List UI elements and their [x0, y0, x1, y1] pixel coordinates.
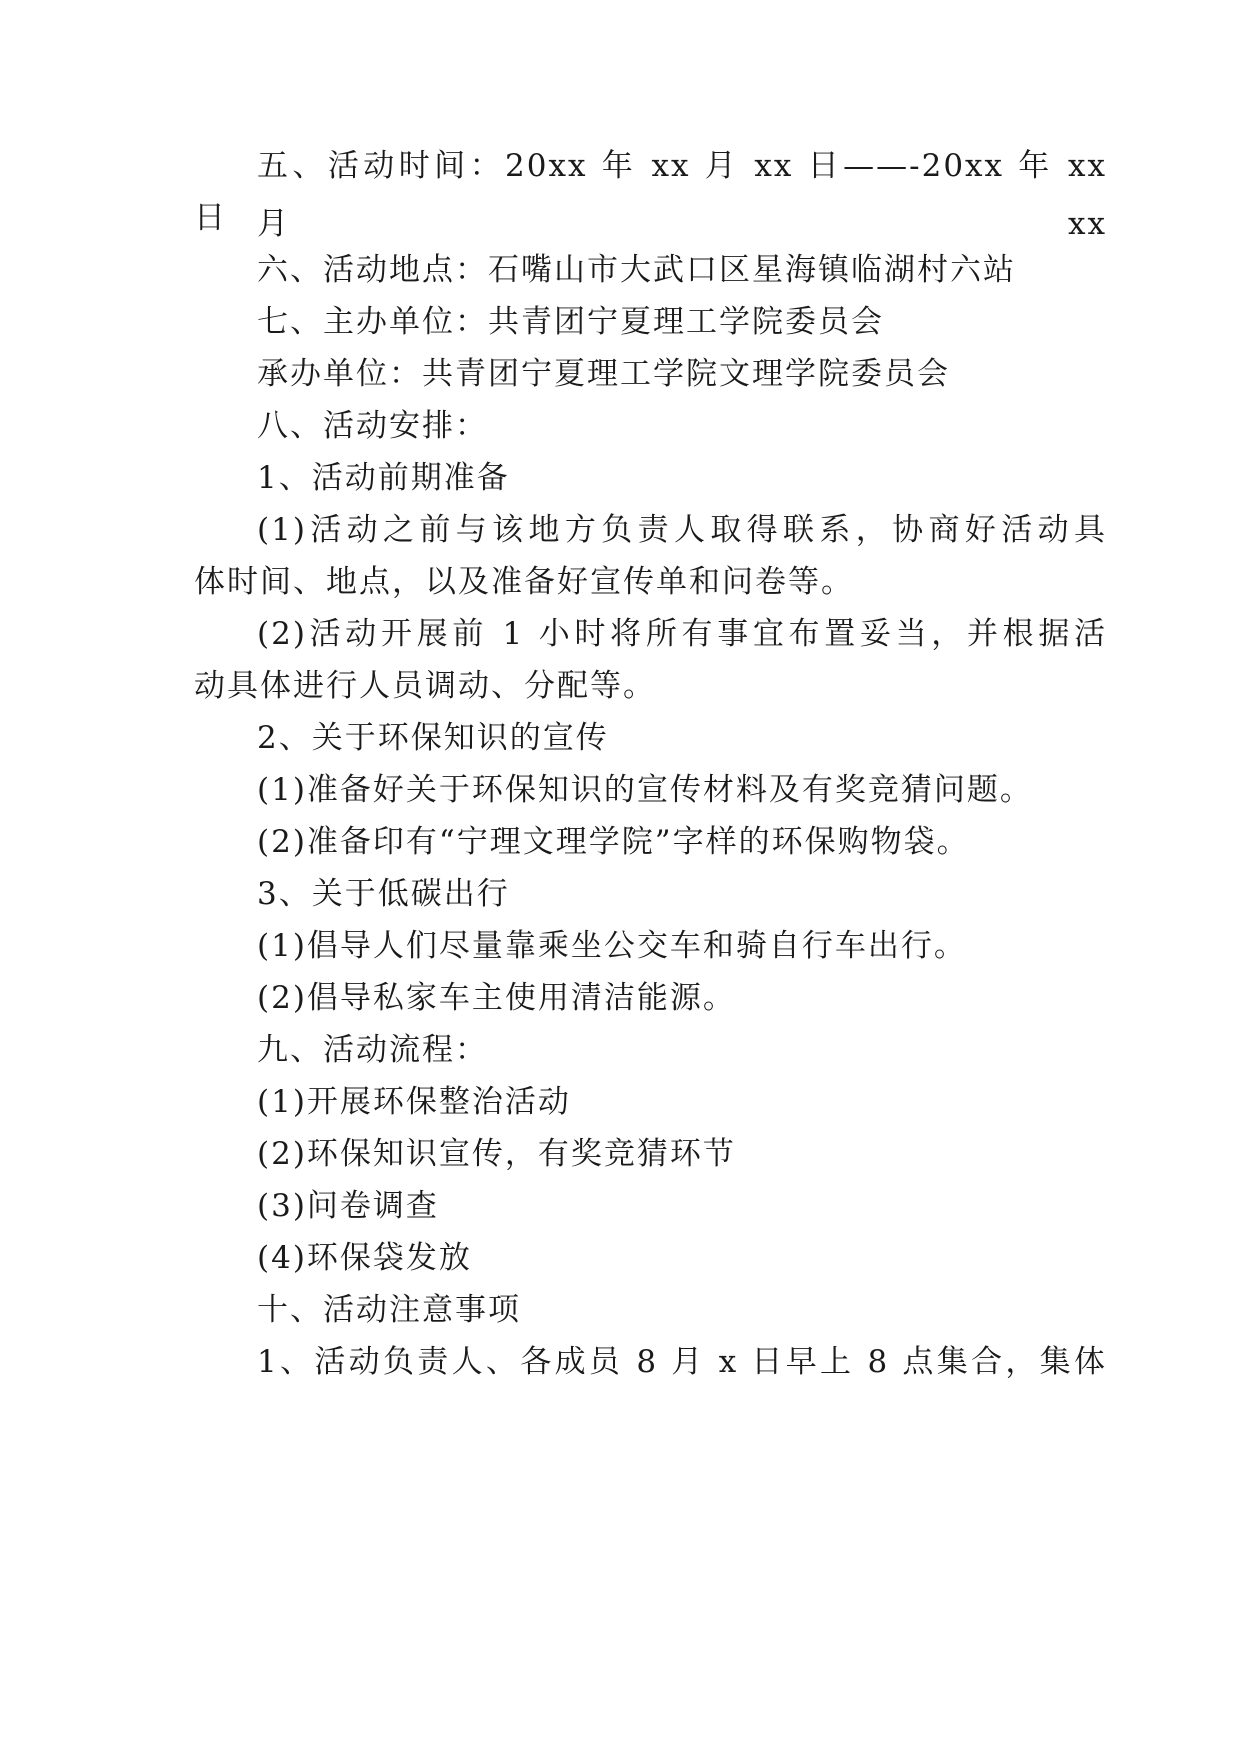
item-process-2: (2)环保知识宣传，有奖竞猜环节	[257, 1136, 736, 1172]
item-process-1: (1)开展环保整治活动	[257, 1084, 571, 1120]
item-process-3: (3)问卷调查	[257, 1188, 439, 1224]
line-activity-location: 六、活动地点：石嘴山市大武口区星海镇临湖村六站	[257, 252, 1016, 288]
item-prep-2-cont: 动具体进行人员调动、分配等。	[194, 668, 656, 704]
heading-precautions: 十、活动注意事项	[257, 1292, 521, 1328]
line-activity-time-cont: 日	[194, 200, 227, 236]
line-activity-time: 五、活动时间：20xx 年 xx 月 xx 日——-20xx 年 xx 月 xx	[257, 148, 1107, 242]
item-publicity-2: (2)准备印有“宁理文理学院”字样的环保购物袋。	[257, 824, 970, 860]
item-prep-2: (2)活动开展前 1 小时将所有事宜布置妥当，并根据活	[257, 616, 1107, 652]
item-prep-1: (1)活动之前与该地方负责人取得联系，协商好活动具	[257, 512, 1107, 548]
item-precaution-1: 1、活动负责人、各成员 8 月 x 日早上 8 点集合，集体	[257, 1344, 1107, 1380]
item-prep-1-cont: 体时间、地点，以及准备好宣传单和问卷等。	[194, 564, 854, 600]
heading-activity-process: 九、活动流程：	[257, 1032, 488, 1068]
heading-activity-arrangement: 八、活动安排：	[257, 408, 488, 444]
item-low-carbon-1: (1)倡导人们尽量靠乘坐公交车和骑自行车出行。	[257, 928, 967, 964]
item-process-4: (4)环保袋发放	[257, 1240, 472, 1276]
line-organizer: 七、主办单位：共青团宁夏理工学院委员会	[257, 304, 884, 340]
line-co-organizer: 承办单位：共青团宁夏理工学院文理学院委员会	[257, 356, 950, 392]
subheading-low-carbon: 3、关于低碳出行	[257, 876, 510, 912]
subheading-publicity: 2、关于环保知识的宣传	[257, 720, 609, 756]
subheading-preparation: 1、活动前期准备	[257, 460, 510, 496]
item-low-carbon-2: (2)倡导私家车主使用清洁能源。	[257, 980, 736, 1016]
item-publicity-1: (1)准备好关于环保知识的宣传材料及有奖竞猜问题。	[257, 772, 1033, 808]
